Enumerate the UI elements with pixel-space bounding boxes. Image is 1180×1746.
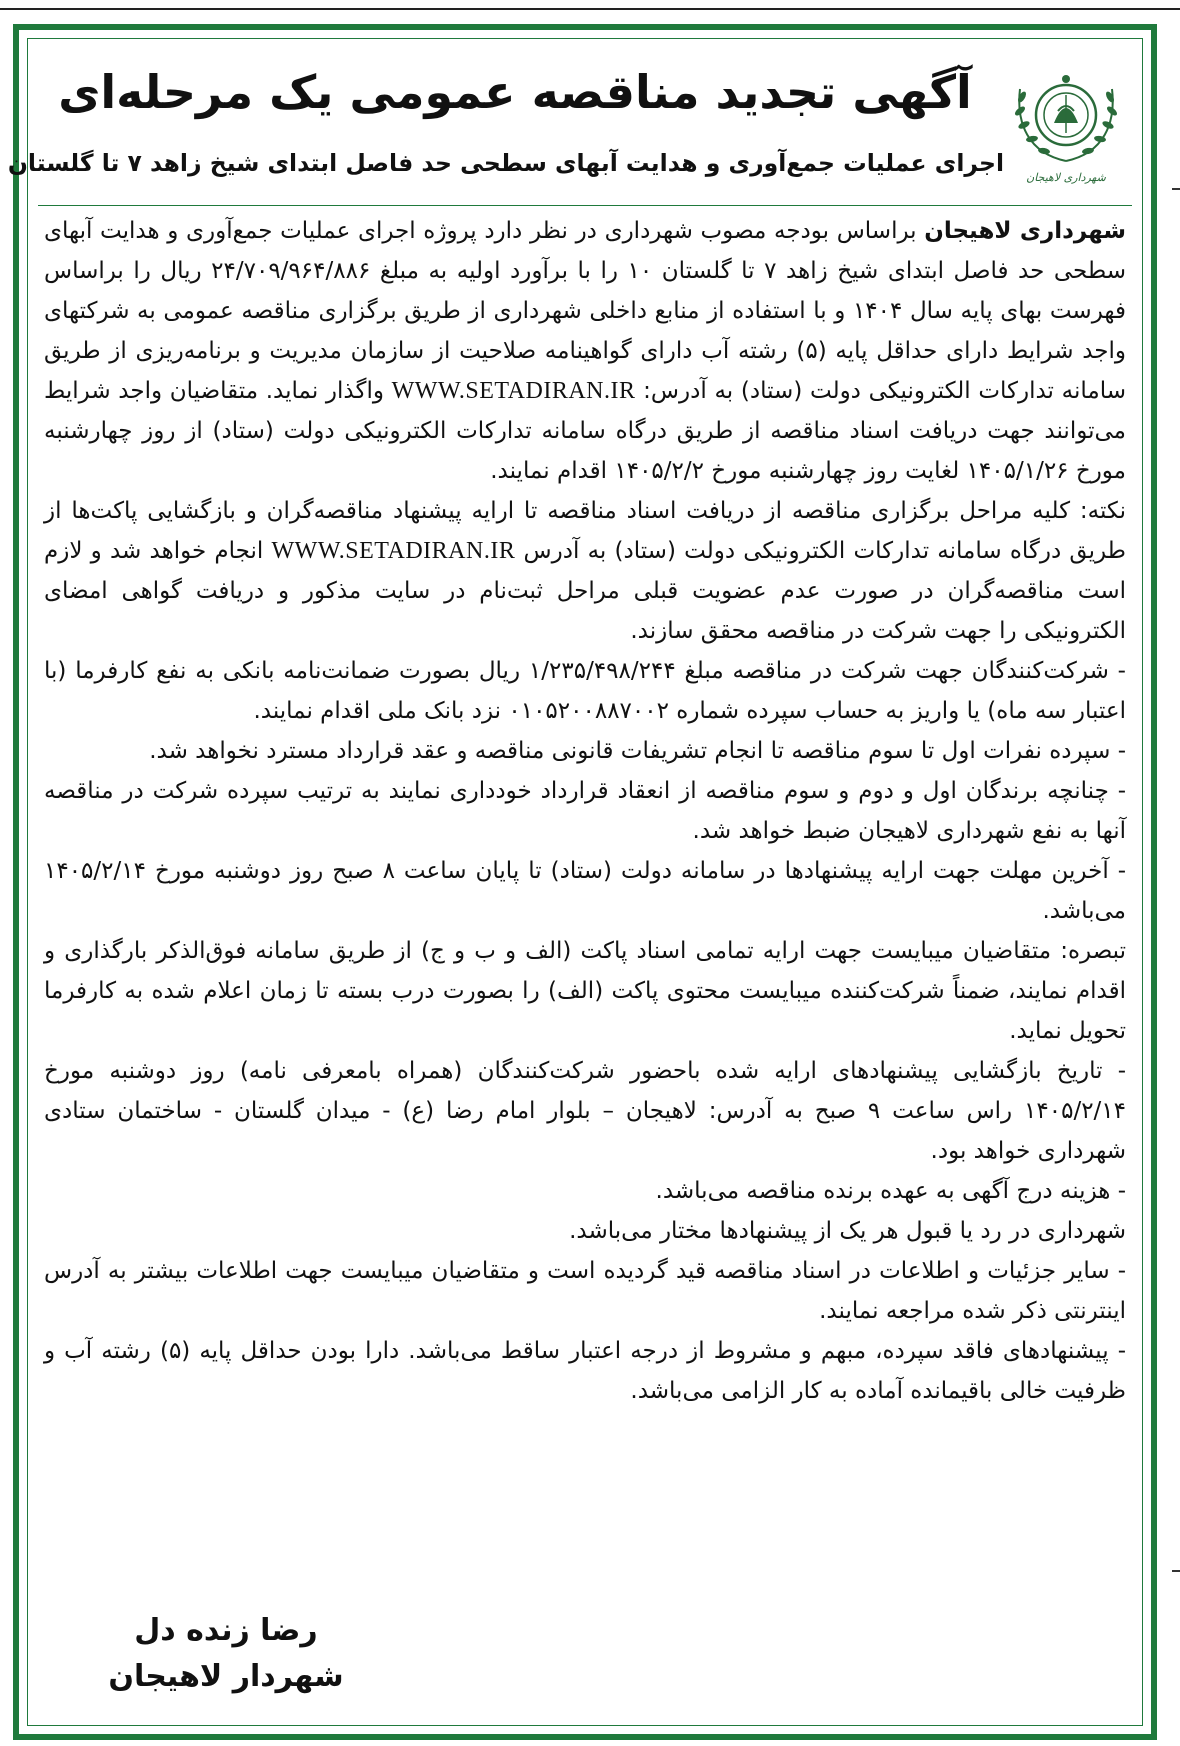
- setadiran-link[interactable]: WWW.SETADIRAN.IR: [391, 378, 636, 404]
- body-paragraph: - سایر جزئیات و اطلاعات در اسناد مناقصه قید گردیده است و متقاضیان میبایست جهت اطلاعات بیشتر به آدرس اینترنتی ذکر شده مراجعه نمایند.: [44, 1258, 1126, 1324]
- side-tick: [1172, 188, 1180, 190]
- signatory-position: شهردار لاهیجان: [108, 1659, 344, 1694]
- notice-subtitle: اجرای عملیات جمع‌آوری و هدایت آبهای سطحی حد فاصل ابتدای شیخ زاهد ۷ تا گلستان: [7, 149, 1004, 177]
- body-paragraph: - تاریخ بازگشایی پیشنهادهای ارایه شده باحضور شرکت‌کنندگان (همراه بامعرفی نامه) روز دوشنبه مورخ ۱۴۰۵/۲/۱۴ راس ساعت ۹ صبح به آدرس: لاهیجان – بلوار امام رضا (ع) - میدان گلستان - ساختمان ستادی شهرداری خواهد بود.: [44, 1058, 1127, 1164]
- signature-block: [96, 1608, 356, 1700]
- setadiran-link[interactable]: WWW.SETADIRAN.IR: [271, 538, 516, 564]
- body-paragraph: - چنانچه برندگان اول و دوم و سوم مناقصه از انعقاد قرارداد خودداری نمایند به ترتیب سپرده شرکت در مناقصه آنها به نفع شهرداری لاهیجان ضبط خواهد شد.: [44, 778, 1126, 844]
- paragraph-text: انجام خواهد شد و لازم است مناقصه‌گران در صورت عدم عضویت قبلی مراحل ثبت‌نام در سایت مذکور و دریافت گواهی امضای الکترونیکی را جهت شرکت در مناقصه محقق سازند.: [44, 538, 1126, 644]
- municipality-emblem-icon: [1008, 53, 1124, 193]
- notice-inner-border: [7, 38, 1143, 1726]
- body-paragraph: [44, 491, 1126, 651]
- municipality-name: شهرداری لاهیجان: [924, 218, 1126, 244]
- body-paragraph: - شرکت‌کنندگان جهت شرکت در مناقصه مبلغ ۱/۲۳۵/۴۹۸/۲۴۴ ریال بصورت ضمانت‌نامه بانکی به نفع کارفرما (با اعتبار سه ماه) یا واریز به حساب سپرده شماره ۰۱۰۵۲۰۰۸۸۷۰۰۲ نزد بانک ملی اقدام نمایند.: [44, 658, 1126, 724]
- body-paragraph: - سپرده نفرات اول تا سوم مناقصه تا انجام تشریفات قانونی مناقصه و عقد قرارداد مسترد نخواهد شد.: [149, 738, 1126, 764]
- top-rule: [0, 8, 1180, 10]
- notice-frame: [7, 24, 1157, 1740]
- body-paragraph: - هزینه درج آگهی به عهده برنده مناقصه می‌باشد.: [655, 1178, 1126, 1204]
- body-paragraph: تبصره: متقاضیان میبایست جهت ارایه تمامی اسناد پاکت (الف و ب و ج) از طریق سامانه فوق‌الذکر بارگذاری و اقدام نمایند، ضمناً شرکت‌کننده میبایست محتوی پاکت (الف) را بصورت درب بسته تا زمان اعلام شده به کارفرما تحویل نماید.: [44, 938, 1126, 1044]
- signatory-name: رضا زنده دل: [134, 1613, 318, 1648]
- notice-body: [44, 211, 1126, 1411]
- paragraph-text: نکته: کلیه مراحل برگزاری مناقصه از دریافت اسناد مناقصه تا ارایه پیشنهاد مناقصه‌گران و بازگشایی پاکت‌ها از طریق درگاه سامانه تدارکات الکترونیکی دولت (ستاد) به آدرس: [44, 498, 1126, 564]
- paragraph-text: براساس بودجه مصوب شهرداری در نظر دارد پروژه اجرای عملیات جمع‌آوری و هدایت آبهای سطحی حد فاصل ابتدای شیخ زاهد ۷ تا گلستان ۱۰ را با برآورد اولیه به مبلغ ۲۴/۷۰۹/۹۶۴/۸۸۶ ریال را براساس فهرست بهای پایه سال ۱۴۰۴ و با استفاده از منابع داخلی شهرداری از طریق برگزاری مناقصه عمومی به شرکتهای واجد شرایط دارای حداقل پایه (۵) رشته آب دارای گواهینامه صلاحیت از سازمان مدیریت و برنامه‌ریزی از طریق سامانه تدارکات الکترونیکی دولت (ستاد) به آدرس:: [44, 218, 1126, 404]
- paragraph-text: واگذار نماید. متقاضیان واجد شرایط می‌توانند جهت دریافت اسناد مناقصه از طریق درگاه سامانه تدارکات الکترونیکی دولت (ستاد) از روز چهارشنبه مورخ ۱۴۰۵/۱/۲۶ لغایت روز چهارشنبه مورخ ۱۴۰۵/۲/۲ اقدام نمایند.: [44, 378, 1126, 484]
- notice-header: [7, 39, 1132, 203]
- logo-caption: شهرداری لاهیجان: [1026, 171, 1106, 184]
- side-tick: [1172, 1570, 1180, 1572]
- notice-title: آگهی تجدید مناقصه عمومی یک مرحله‌ای: [58, 65, 972, 119]
- body-paragraph: - آخرین مهلت جهت ارایه پیشنهادها در سامانه دولت (ستاد) تا پایان ساعت ۸ صبح روز دوشنبه مورخ ۱۴۰۵/۲/۱۴ می‌باشد.: [44, 858, 1126, 924]
- header-divider: [38, 205, 1132, 206]
- body-paragraph: شهرداری در رد یا قبول هر یک از پیشنهادها مختار می‌باشد.: [569, 1218, 1126, 1244]
- body-paragraph: - پیشنهادهای فاقد سپرده، مبهم و مشروط از درجه اعتبار ساقط می‌باشد. دارا بودن حداقل پایه (۵) رشته آب و ظرفیت خالی باقیمانده آماده به کار الزامی می‌باشد.: [44, 1338, 1126, 1404]
- body-paragraph: [44, 211, 1126, 491]
